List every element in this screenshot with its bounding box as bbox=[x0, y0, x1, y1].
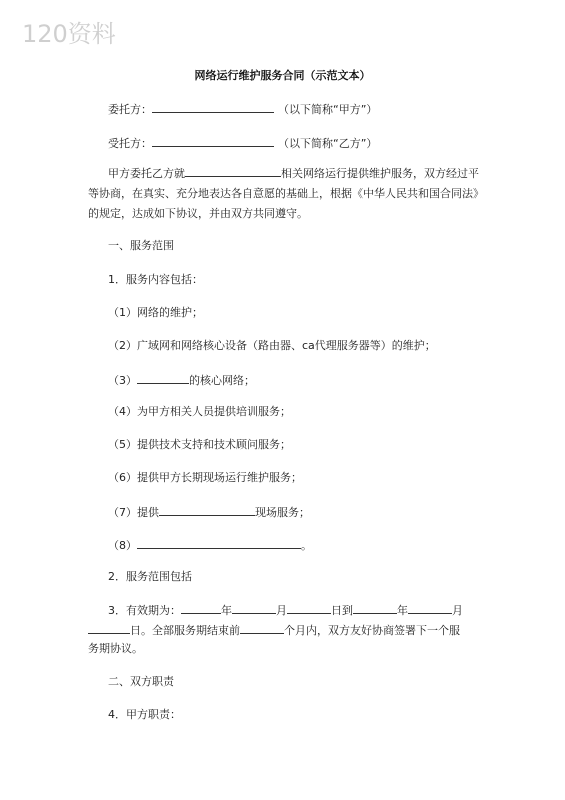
service-item-1: （1）网络的维护； bbox=[108, 306, 203, 319]
item4-heading: 4．甲方职责： bbox=[108, 708, 181, 721]
item3-day-to: 日到 bbox=[331, 604, 353, 617]
item3-year: 年 bbox=[221, 604, 232, 617]
service-item-7-prefix: （7）提供 bbox=[108, 506, 159, 519]
item3-day-blank bbox=[287, 602, 331, 614]
party-a-label: 委托方： bbox=[108, 103, 152, 116]
party-a-blank bbox=[152, 101, 274, 113]
service-item-2: （2）广域网和网络核心设备（路由器、ca代理服务器等）的维护； bbox=[108, 339, 436, 352]
service-item-3-blank bbox=[137, 372, 189, 384]
service-item-7 bbox=[108, 504, 310, 520]
item3-day2-blank bbox=[88, 622, 130, 634]
service-item-8-blank bbox=[137, 537, 301, 549]
item3-month-blank bbox=[232, 602, 276, 614]
party-a-suffix: （以下简称“甲方”） bbox=[278, 103, 378, 116]
section2-heading: 二、双方职责 bbox=[108, 675, 174, 688]
item3-line3: 务期协议。 bbox=[88, 642, 143, 655]
item3-month: 月 bbox=[276, 604, 287, 617]
intro-paragraph bbox=[88, 164, 480, 224]
service-item-5: （5）提供技术支持和技术顾问服务； bbox=[108, 438, 291, 451]
service-item-6: （6）提供甲方长期现场运行维护服务； bbox=[108, 471, 302, 484]
item3-day: 日。全部服务期结束前 bbox=[130, 624, 240, 637]
party-b-label: 受托方： bbox=[108, 137, 152, 150]
watermark-logo: 120资料 bbox=[22, 20, 116, 48]
item3-rest-head: 个月内，双方友好协商签署下一个服 bbox=[284, 624, 460, 637]
service-item-8-suffix: 。 bbox=[301, 539, 312, 552]
item1-heading: 1．服务内容包括： bbox=[108, 273, 203, 286]
item3-prefix: 3．有效期为： bbox=[108, 604, 181, 617]
service-item-8-prefix: （8） bbox=[108, 539, 137, 552]
service-item-3 bbox=[108, 372, 255, 388]
document-title: 网络运行维护服务合同（示范文本） bbox=[194, 69, 371, 82]
item3-line1 bbox=[108, 602, 463, 618]
item2-heading: 2．服务范围包括 bbox=[108, 570, 192, 583]
item3-year-blank bbox=[181, 602, 221, 614]
party-b-suffix: （以下简称“乙方”） bbox=[278, 137, 378, 150]
intro-part1: 甲方委托乙方就 bbox=[108, 167, 185, 180]
item3-line2 bbox=[88, 622, 460, 638]
party-b-line bbox=[108, 135, 377, 151]
service-item-3-suffix: 的核心网络； bbox=[189, 374, 255, 387]
item3-month2-blank bbox=[408, 602, 452, 614]
party-b-blank bbox=[152, 135, 274, 147]
item3-month2: 月 bbox=[452, 604, 463, 617]
item3-months-blank bbox=[240, 622, 284, 634]
intro-part2: 相关网络运行提供维护服务，双方经过平等协商，在真实、充分地表达各自意愿的基础上，根据《中华人民共和国合同法》的规定，达成如下协议，并由双方共同遵守。 bbox=[88, 167, 479, 220]
service-item-4: （4）为甲方相关人员提供培训服务； bbox=[108, 405, 291, 418]
party-a-line bbox=[108, 101, 377, 117]
service-item-7-suffix: 现场服务； bbox=[255, 506, 310, 519]
service-item-8 bbox=[108, 537, 312, 553]
item3-year2-blank bbox=[353, 602, 397, 614]
service-item-3-prefix: （3） bbox=[108, 374, 137, 387]
intro-blank bbox=[185, 165, 281, 177]
section1-heading: 一、服务范围 bbox=[108, 239, 174, 252]
item3-year2: 年 bbox=[397, 604, 408, 617]
service-item-7-blank bbox=[159, 504, 255, 516]
